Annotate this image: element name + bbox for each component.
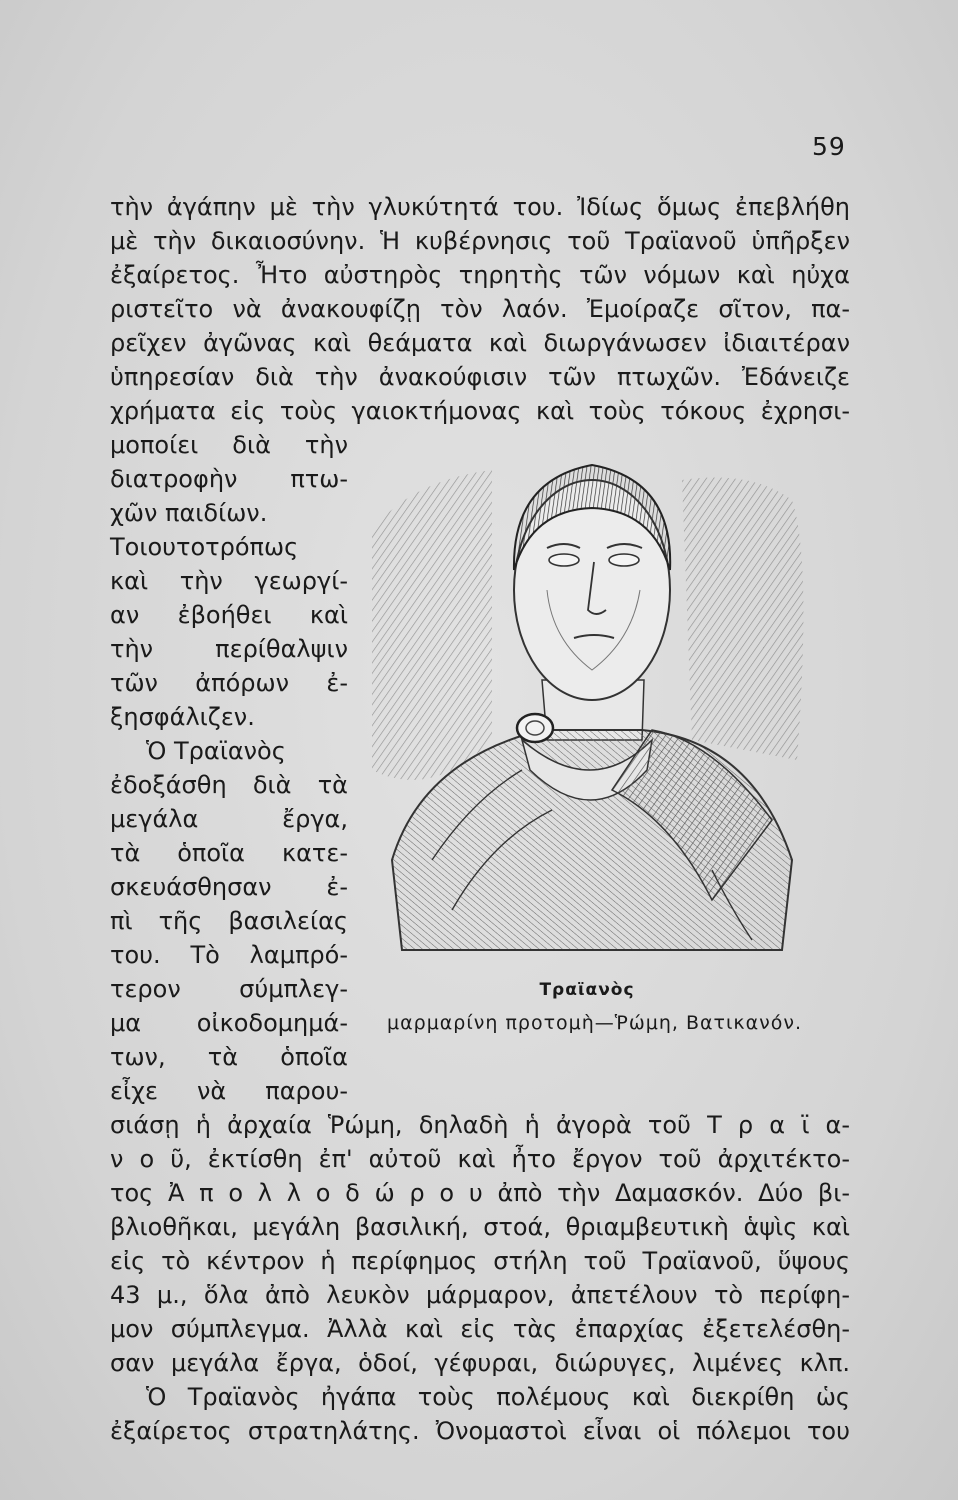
- text-line: του. Τὸ λαμπρό-: [110, 941, 348, 969]
- text-line: Ὁ Τραϊανὸς: [146, 737, 286, 765]
- text-line: ἐξαίρετος. Ἦτο αὐστηρὸς τηρητὴς τῶν νόμων καὶ ηὐχα: [110, 261, 850, 289]
- text-line: σκευάσθησαν ἐ-: [110, 873, 348, 901]
- text-line: τερον σύμπλεγ-: [110, 975, 348, 1003]
- text-line: ἐδοξάσθη διὰ τὰ: [110, 771, 348, 799]
- text-line: ἐξαίρετος στρατηλάτης. Ὀνομαστοὶ εἶναι οἱ πόλεμοι του: [110, 1417, 850, 1445]
- text-line: διατροφὴν πτω-: [110, 465, 348, 493]
- text-line: βλιοθῆκαι, μεγάλη βασιλική, στοά, θριαμβευτικὴ ἁψὶς καὶ: [110, 1213, 850, 1241]
- text-line: μα οἰκοδομημά-: [110, 1009, 348, 1037]
- text-line: χρήματα εἰς τοὺς γαιοκτήμονας καὶ τοὺς τόκους ἐχρησι-: [110, 397, 850, 425]
- text-line: των, τὰ ὁποῖα: [110, 1043, 348, 1071]
- text-line: σαν μεγάλα ἔργα, ὁδοί, γέφυραι, διώρυγες, λιμένες κλπ.: [110, 1349, 850, 1377]
- figure-caption-subtitle: μαρμαρίνη προτομὴ—Ῥώμη, Βατικανόν.: [387, 1012, 802, 1034]
- text-line: ὑπηρεσίαν διὰ τὴν ἀνακούφισιν τῶν πτωχῶν. Ἐδάνειζε: [110, 363, 850, 391]
- text-line: Τοιουτοτρόπως: [110, 533, 299, 561]
- text-line: τὰ ὁποῖα κατε-: [110, 839, 348, 867]
- figure-caption-title: Τραϊανὸς: [539, 980, 635, 1000]
- page-number: 59: [812, 132, 846, 161]
- text-line: ξησφάλιζεν.: [110, 703, 255, 731]
- text-line: εἶχε νὰ παρου-: [110, 1077, 348, 1105]
- text-line: μὲ τὴν δικαιοσύνην. Ἡ κυβέρνησις τοῦ Τραϊανοῦ ὑπῆρξεν: [110, 227, 850, 255]
- bust-engraving-icon: [352, 440, 822, 1000]
- trajan-bust-figure: [352, 440, 822, 1000]
- text-line: καὶ τὴν γεωργί-: [110, 567, 348, 595]
- text-line: ν ο ῦ, ἐκτίσθη ἐπ' αὐτοῦ καὶ ἦτο ἔργον τοῦ ἀρχιτέκτο-: [110, 1145, 850, 1173]
- text-line: χῶν παιδίων.: [110, 499, 268, 527]
- text-line: ριστεῖτο νὰ ἀνακουφίζῃ τὸν λαόν. Ἐμοίραζε σῖτον, πα-: [110, 295, 850, 323]
- text-line: μεγάλα ἔργα,: [110, 805, 348, 833]
- text-line: 43 μ., ὅλα ἀπὸ λευκὸν μάρμαρον, ἀπετέλουν τὸ περίφη-: [110, 1281, 850, 1309]
- text-line: τὴν περίθαλψιν: [110, 635, 348, 663]
- text-line: τὴν ἀγάπην μὲ τὴν γλυκύτητά του. Ἰδίως ὅμως ἐπεβλήθη: [110, 193, 850, 221]
- text-line: εἰς τὸ κέντρον ἡ περίφημος στήλη τοῦ Τραϊανοῦ, ὕψους: [110, 1247, 850, 1275]
- text-line: σιάσῃ ἡ ἀρχαία Ῥώμη, δηλαδὴ ἡ ἀγορὰ τοῦ Τ ρ α ϊ α-: [110, 1111, 850, 1139]
- text-line: ρεῖχεν ἀγῶνας καὶ θεάματα καὶ διωργάνωσεν ἰδιαιτέραν: [110, 329, 850, 357]
- text-line: τῶν ἀπόρων ἐ-: [110, 669, 348, 697]
- text-line: μοποίει διὰ τὴν: [110, 431, 348, 459]
- text-line: αν ἐβοήθει καὶ: [110, 601, 348, 629]
- text-line: πὶ τῆς βασιλείας: [110, 907, 348, 935]
- text-line: Ὁ Τραϊανὸς ἠγάπα τοὺς πολέμους καὶ διεκρίθη ὡς: [146, 1383, 850, 1411]
- text-line: τος Ἀ π ο λ λ ο δ ώ ρ ο υ ἀπὸ τὴν Δαμασκόν. Δύο βι-: [110, 1179, 850, 1207]
- text-line: μον σύμπλεγμα. Ἀλλὰ καὶ εἰς τὰς ἐπαρχίας ἐξετελέσθη-: [110, 1315, 850, 1343]
